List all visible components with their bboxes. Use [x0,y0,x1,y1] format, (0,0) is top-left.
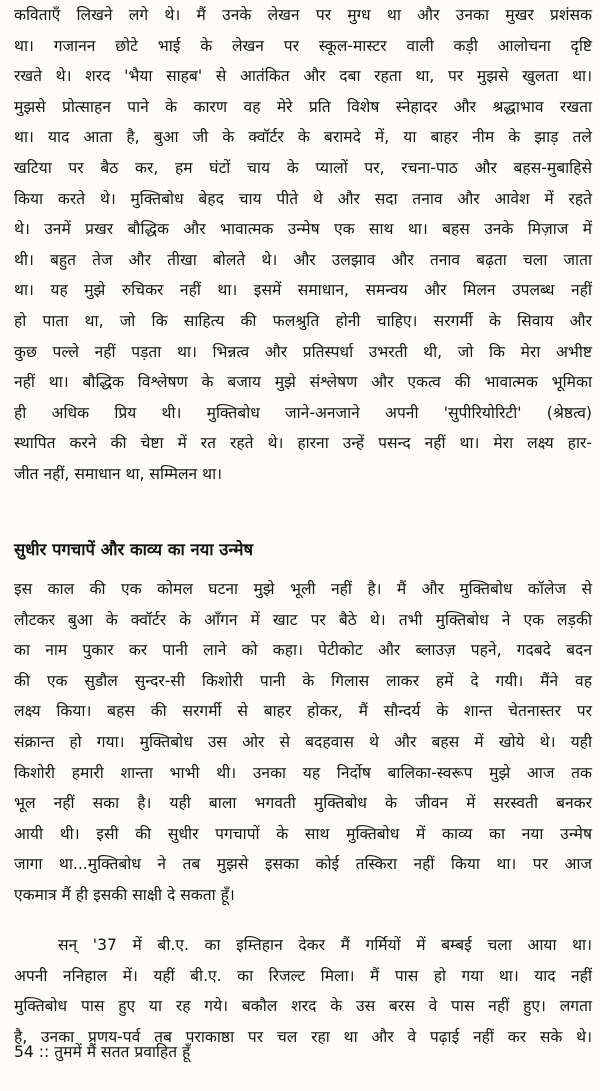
text-line: मुझसे प्रोत्साहन पाने के कारण वह मेरे प्रति विशेष स्नेहादर और श्रद्धाभाव रखता [14,97,592,116]
text-line: जीत नहीं, समाधान था, सम्मिलन था। [14,464,223,483]
text-line: था। याद आता है, बुआ जी के क्वॉर्टर के बरामदे में, या बाहर नीम के झाड़ तले [14,128,592,147]
text-line: लौटकर बुआ के क्वॉर्टर के आँगन में खाट पर बैठे थे। तभी मुक्तिबोध ने एक लड़की [14,610,592,629]
text-line: थी। बहुत तेज और तीखा बोलते थे। और उलझाव और तनाव बढ़ता चला जाता [14,250,592,269]
text-line: आयी थी। इसी की सुधीर पगचापों के साथ मुक्तिबोध में काव्य का नया उन्मेष [14,824,592,843]
text-line: का नाम पुकार कर पानी लाने को कहा। पेटीकोट और ब्लाउज़ पहने, गदबदे बदन [14,641,592,660]
section-heading: सुधीर पगचापें और काव्य का नया उन्मेष [14,540,254,559]
text-line: है, उनका प्रणय-पर्व तब पराकाष्ठा पर चल रहा था और वे पढ़ाई नहीं कर सके थे। [14,1027,592,1046]
text-line: नहीं था। बौद्धिक विश्लेषण के बजाय मुझे संश्लेषण और एकत्व की भावात्मक भूमिका [14,373,592,392]
text-line: मुक्तिबोध पास हुए या रह गये। बकौल शरद के उस बरस वे पास नहीं हुए। लगता [14,997,592,1016]
text-line: था। गजानन छोटे भाई के लेखन पर स्कूल-मास्टर वाली कड़ी आलोचना दृष्टि [14,36,592,55]
text-line: रखते थे। शरद 'भैया साहब' से आतंकित और दबा रहता था, पर मुझसे खुलता था। [14,67,592,86]
text-line: कुछ पल्ले नहीं पड़ता था। भिन्नत्व और प्रतिस्पर्धा उभरती थी, जो कि मेरा अभीष्ट [14,342,592,361]
paragraph-three [14,930,592,1052]
page-footer: 54 :: तुममें मैं सतत प्रवाहित हूँ [14,1043,191,1061]
text-line: जागा था...मुक्तिबोध ने तब मुझसे इसका कोई तस्किरा नहीं किया था। पर आज [14,855,592,874]
text-line: कविताएँ लिखने लगे थे। मैं उनके लेखन पर मुग्ध था और उनका मुखर प्रशंसक [14,6,592,24]
text-line: लक्ष्य किया। बहस की सरगर्मी से बाहर होकर, मैं सौन्दर्य के शान्त चेतनास्तर पर [14,702,592,721]
text-line: सन् '37 में बी.ए. का इम्तिहान देकर मैं गर्मियों में बम्बई चला आया था। [58,936,592,954]
text-line: इस काल की एक कोमल घटना मुझे भूली नहीं है। मैं और मुक्तिबोध कॉलेज से [14,580,592,598]
text-line: हो पाता था, जो कि साहित्य की फलश्रुति होनी चाहिए। सरगर्मी के सिवाय और [14,311,592,330]
text-line: किशोरी हमारी शान्ता भाभी थी। उनका यह निर्दोष बालिका-स्वरूप मुझे आज तक [14,763,592,782]
text-line: भूल नहीं सका है। यही बाला भगवती मुक्तिबोध के जीवन में सरस्वती बनकर [14,794,592,813]
text-line: की एक सुडौल सुन्दर-सी किशोरी पानी के गिलास लाकर हमें दे गयी। मैंने वह [14,671,592,690]
text-line: स्थापित करने की चेष्टा में रत रहते थे। हारना उन्हें पसन्द नहीं था। मेरा लक्ष्य हार- [14,434,592,453]
text-line: अपनी ननिहाल में। यहीं बी.ए. का रिजल्ट मिला। मैं पास हो गया था। याद नहीं [14,966,592,985]
text-line: था। यह मुझे रुचिकर नहीं था। इसमें समाधान, समन्वय और मिलन उपलब्ध नहीं [14,281,592,300]
text-line: खटिया पर बैठ कर, हम घंटों चाय के प्यालों पर, रचना-पाठ और बहस-मुबाहिसे [14,158,592,177]
text-line: ही अधिक प्रिय थी। मुक्तिबोध जाने-अनजाने अपनी 'सुपीरियोरिटी' (श्रेष्ठत्व) [14,403,592,422]
text-line: किया करते थे। मुक्तिबोध बेहद चाय पीते थे और सदा तनाव और आवेश में रहते [14,189,592,208]
text-line: थे। उनमें प्रखर बौद्धिक और भावात्मक उन्मेष एक साथ था। बहस उनके मिज़ाज में [14,220,592,239]
paragraph-two [14,574,592,911]
text-line: संक्रान्त हो गया। मुक्तिबोध उस ओर से बदहवास थे और बहस में खोये थे। यही [14,732,592,751]
paragraph-one [14,0,592,490]
text-line: एकमात्र मैं ही इसकी साक्षी दे सकता हूँ। [14,885,235,904]
